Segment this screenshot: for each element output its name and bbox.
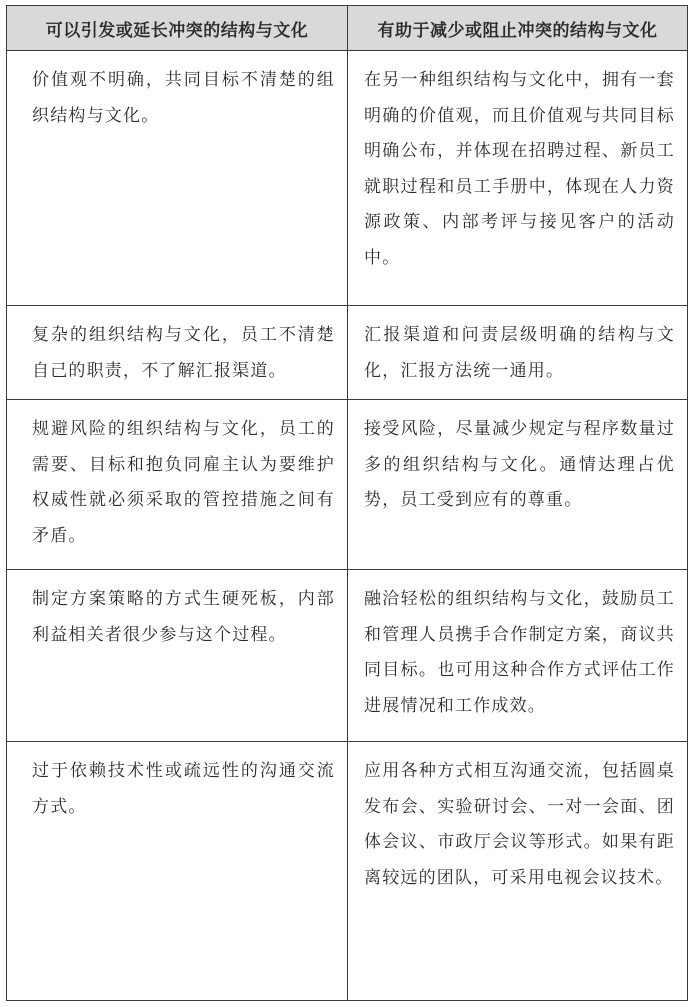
table-row	[7, 51, 688, 306]
cell-reducing-structure: 汇报渠道和问责层级明确的结构与文化，汇报方法统一通用。	[348, 306, 688, 400]
header-left: 可以引发或延长冲突的结构与文化	[7, 6, 348, 51]
comparison-table	[6, 5, 688, 1001]
cell-conflict-structure: 复杂的组织结构与文化，员工不清楚自己的职责，不了解汇报渠道。	[7, 306, 348, 400]
cell-reducing-structure: 接受风险，尽量减少规定与程序数量过多的组织结构与文化。通情达理占优势，员工受到应有的尊重。	[348, 400, 688, 570]
cell-conflict-structure: 制定方案策略的方式生硬死板，内部利益相关者很少参与这个过程。	[7, 570, 348, 742]
cell-reducing-structure: 在另一种组织结构与文化中，拥有一套明确的价值观，而且价值观与共同目标明确公布，并体现在招聘过程、新员工就职过程和员工手册中，体现在人力资源政策、内部考评与接见客户的活动中。	[348, 51, 688, 306]
cell-reducing-structure: 应用各种方式相互沟通交流，包括圆桌发布会、实验研讨会、一对一会面、团体会议、市政厅会议等形式。如果有距离较远的团队，可采用电视会议技术。	[348, 742, 688, 1001]
cell-conflict-structure: 规避风险的组织结构与文化，员工的需要、目标和抱负同雇主认为要维护权威性就必须采取的管控措施之间有矛盾。	[7, 400, 348, 570]
table-row	[7, 570, 688, 742]
header-right: 有助于减少或阻止冲突的结构与文化	[348, 6, 688, 51]
header-row	[7, 6, 688, 51]
cell-reducing-structure: 融洽轻松的组织结构与文化，鼓励员工和管理人员携手合作制定方案，商议共同目标。也可用这种合作方式评估工作进展情况和工作成效。	[348, 570, 688, 742]
table-row	[7, 306, 688, 400]
table-row	[7, 400, 688, 570]
table-row	[7, 742, 688, 1001]
cell-conflict-structure: 价值观不明确，共同目标不清楚的组织结构与文化。	[7, 51, 348, 306]
cell-conflict-structure: 过于依赖技术性或疏远性的沟通交流方式。	[7, 742, 348, 1001]
